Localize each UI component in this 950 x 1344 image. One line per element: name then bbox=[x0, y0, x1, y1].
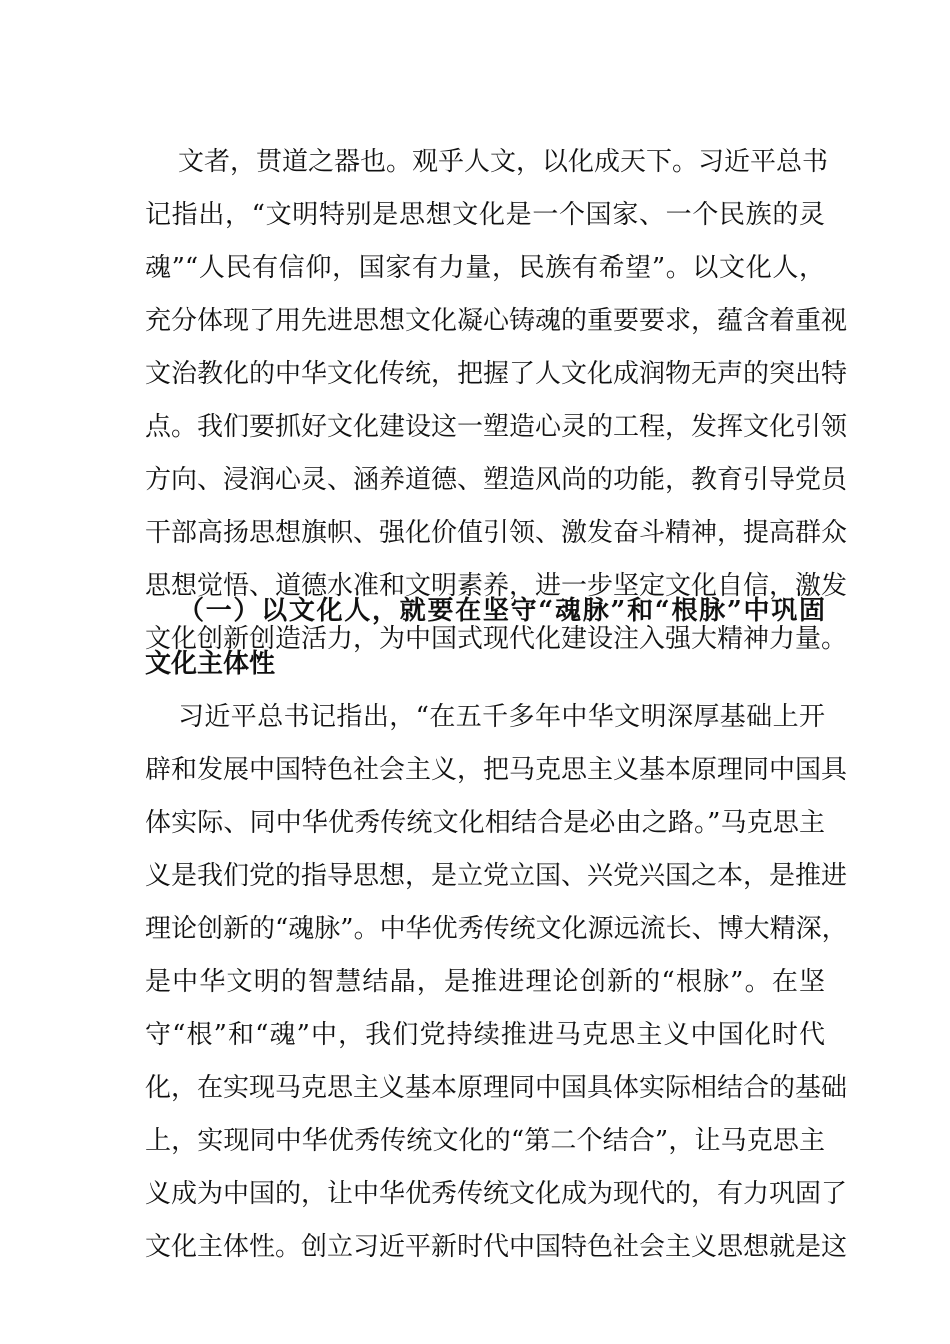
paragraph-line: 义成为中国的，让中华优秀传统文化成为现代的，有力巩固了 bbox=[145, 1179, 848, 1209]
paragraph-line: 干部高扬思想旗帜、强化价值引领、激发奋斗精神，提高群众 bbox=[145, 518, 848, 548]
paragraph-line: 记指出，“文明特别是思想文化是一个国家、一个民族的灵 bbox=[145, 200, 825, 230]
paragraph-line: 文化主体性。创立习近平新时代中国特色社会主义思想就是这 bbox=[145, 1232, 848, 1262]
heading-line: （一）以文化人，就要在坚守“魂脉”和“根脉”中巩固 bbox=[178, 596, 825, 626]
paragraph-line: 体实际、同中华优秀传统文化相结合是必由之路。”马克思主 bbox=[145, 808, 825, 838]
paragraph-line: 文治教化的中华文化传统，把握了人文化成润物无声的突出特 bbox=[145, 359, 848, 389]
paragraph-line: 方向、浸润心灵、涵养道德、塑造风尚的功能，教育引导党员 bbox=[145, 465, 848, 495]
paragraph-line: 辟和发展中国特色社会主义，把马克思主义基本原理同中国具 bbox=[145, 755, 848, 785]
paragraph-line: 理论创新的“魂脉”。中华优秀传统文化源远流长、博大精深， bbox=[145, 914, 848, 944]
body-paragraph bbox=[145, 691, 848, 1274]
paragraph-line: 上，实现同中华优秀传统文化的“第二个结合”，让马克思主 bbox=[145, 1126, 825, 1156]
paragraph-line: 点。我们要抓好文化建设这一塑造心灵的工程，发挥文化引领 bbox=[145, 412, 848, 442]
paragraph-line: 习近平总书记指出，“在五千多年中华文明深厚基础上开 bbox=[178, 702, 825, 732]
paragraph-line: 义是我们党的指导思想，是立党立国、兴党兴国之本，是推进 bbox=[145, 861, 848, 891]
paragraph-line: 思想觉悟、道德水准和文明素养，进一步坚定文化自信，激发 bbox=[145, 571, 848, 601]
paragraph-line: 化，在实现马克思主义基本原理同中国具体实际相结合的基础 bbox=[145, 1073, 848, 1103]
paragraph-line: 守“根”和“魂”中，我们党持续推进马克思主义中国化时代 bbox=[145, 1020, 825, 1050]
paragraph-line: 魂”“人民有信仰，国家有力量，民族有希望”。以文化人， bbox=[145, 253, 825, 283]
paragraph-line: 文化创新创造活力，为中国式现代化建设注入强大精神力量。 bbox=[145, 624, 848, 654]
paragraph-line: 文者，贯道之器也。观乎人文，以化成天下。习近平总书 bbox=[178, 147, 829, 177]
paragraph-line: 充分体现了用先进思想文化凝心铸魂的重要要求，蕴含着重视 bbox=[145, 306, 848, 336]
paragraph-line: 是中华文明的智慧结晶，是推进理论创新的“根脉”。在坚 bbox=[145, 967, 825, 997]
section-heading bbox=[145, 585, 848, 691]
heading-line: 文化主体性 bbox=[145, 649, 276, 679]
